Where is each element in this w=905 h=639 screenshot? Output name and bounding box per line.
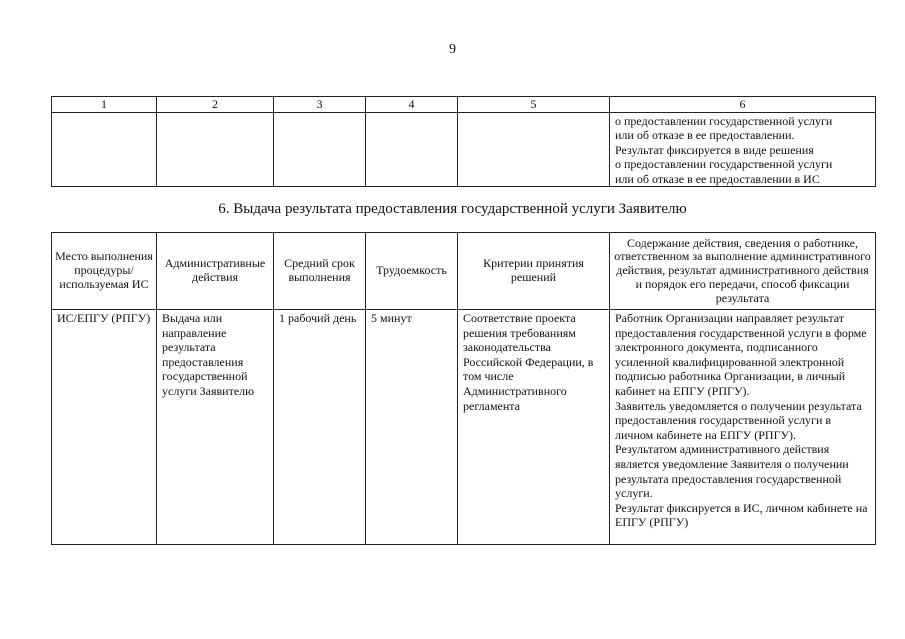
place-cell: ИС/ЕПГУ (РПГУ) (52, 310, 157, 545)
content-line: или об отказе в ее предоставлении в ИС (615, 171, 820, 186)
page-number: 9 (449, 42, 456, 57)
content-line: Результат фиксируется в виде решения (615, 142, 814, 157)
action-cell: Выдача или направление результата предоставления государственной услуги Заявителю (157, 310, 274, 545)
header-place: Место выполнения процедуры/ используемая ИС (52, 233, 157, 310)
content-paragraph: Работник Организации направляет результат предоставления государственной услуги в форме электронного документа, подписанного усиленной квалифицированной электронной подписью работника Организации, в личный кабинет на ЕПГУ (РПГУ). (615, 311, 867, 398)
content-cell (610, 310, 876, 545)
criteria-cell: Соответствие проекта решения требованиям законодательства Российской Федерации, в том числе Административного регламента (458, 310, 610, 545)
header-term: Средний срок выполнения (274, 233, 366, 310)
content-paragraph: Результат фиксируется в ИС, личном кабинете на ЕПГУ (РПГУ) (615, 500, 868, 530)
header-content: Содержание действия, сведения о работнике, ответственном за выполнение административного действия, результат административного действия и порядок его передачи, способ фиксации результата (610, 233, 876, 310)
section-title: 6. Выдача результата предоставления государственной услуги Заявителю (218, 201, 687, 217)
content-paragraph: Заявитель уведомляется о получении результата предоставления государственной услуги в личном кабинете на ЕПГУ (РПГУ). (615, 398, 862, 442)
header-labor: Трудоемкость (366, 233, 458, 310)
header-actions: Административные действия (157, 233, 274, 310)
content-line: или об отказе в ее предоставлении. (615, 128, 795, 143)
continuation-table (51, 96, 876, 187)
content-line: о предоставлении государственной услуги (615, 157, 833, 172)
column-number: 6 (610, 97, 876, 113)
term-cell: 1 рабочий день (274, 310, 366, 545)
column-number-row (52, 97, 876, 113)
empty-cell (458, 113, 610, 187)
empty-cell (274, 113, 366, 187)
table-row (52, 113, 876, 187)
column-number: 5 (458, 97, 610, 113)
column-number: 3 (274, 97, 366, 113)
content-cell (610, 113, 876, 187)
table-row (52, 310, 876, 545)
column-number: 1 (52, 97, 157, 113)
column-number: 2 (157, 97, 274, 113)
content-paragraph: Результатом административного действия является уведомление Заявителя о получении результата предоставления государственной услуги. (615, 442, 849, 501)
column-number: 4 (366, 97, 458, 113)
empty-cell (157, 113, 274, 187)
labor-cell: 5 минут (366, 310, 458, 545)
empty-cell (366, 113, 458, 187)
empty-cell (52, 113, 157, 187)
content-line: о предоставлении государственной услуги (615, 114, 833, 128)
header-criteria: Критерии принятия решений (458, 233, 610, 310)
header-row (52, 233, 876, 310)
procedure-table (51, 232, 876, 545)
